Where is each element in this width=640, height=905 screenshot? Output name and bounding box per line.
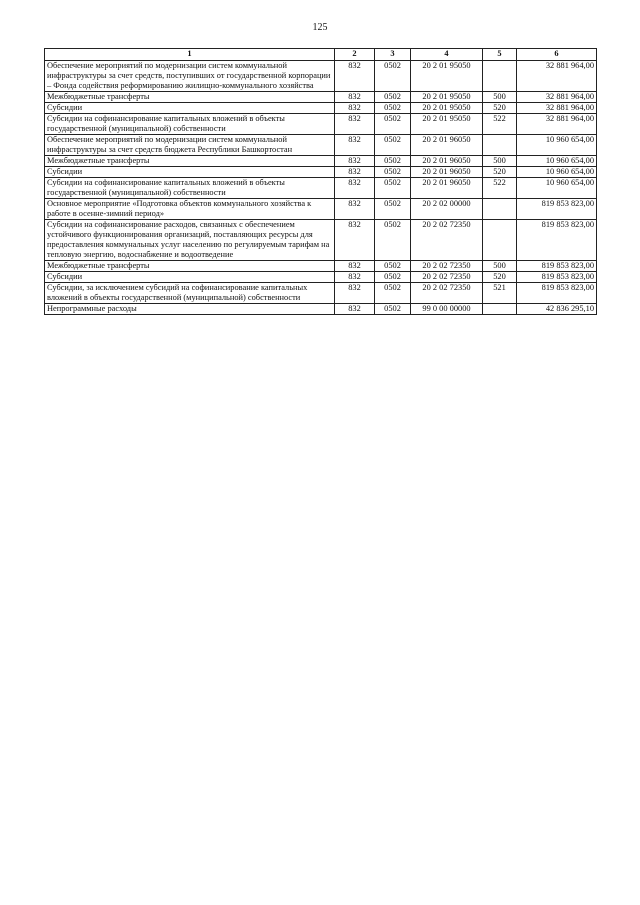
row-expense-type: 522 — [483, 114, 517, 135]
table-row — [45, 61, 597, 92]
row-section-code: 0502 — [375, 114, 411, 135]
row-target-code: 20 2 01 96050 — [411, 178, 483, 199]
table-row — [45, 283, 597, 304]
row-amount: 819 853 823,00 — [517, 220, 597, 261]
table-row — [45, 220, 597, 261]
column-header: 6 — [517, 49, 597, 61]
row-admin-code: 832 — [335, 135, 375, 156]
row-target-code: 20 2 01 95050 — [411, 92, 483, 103]
table-row — [45, 103, 597, 114]
row-name: Непрограммные расходы — [45, 304, 335, 315]
row-name: Основное мероприятие «Подготовка объектов коммунального хозяйства к работе в осенне-зимний период» — [45, 199, 335, 220]
row-expense-type: 500 — [483, 92, 517, 103]
page-number: 125 — [312, 22, 328, 33]
row-expense-type — [483, 61, 517, 92]
row-amount: 32 881 964,00 — [517, 103, 597, 114]
row-section-code: 0502 — [375, 167, 411, 178]
row-name: Обеспечение мероприятий по модернизации систем коммунальной инфраструктуры за счет средств, поступивших от государственной корпорации – Фонда содействия реформированию жилищно-коммунального хозяйства — [45, 61, 335, 92]
row-expense-type — [483, 199, 517, 220]
column-header: 3 — [375, 49, 411, 61]
row-expense-type: 520 — [483, 167, 517, 178]
row-target-code: 20 2 02 72350 — [411, 220, 483, 261]
row-section-code: 0502 — [375, 304, 411, 315]
row-target-code: 20 2 01 96050 — [411, 167, 483, 178]
row-admin-code: 832 — [335, 167, 375, 178]
row-name: Межбюджетные трансферты — [45, 92, 335, 103]
row-name: Субсидии — [45, 103, 335, 114]
row-section-code: 0502 — [375, 92, 411, 103]
row-target-code: 20 2 01 96050 — [411, 156, 483, 167]
row-section-code: 0502 — [375, 261, 411, 272]
row-target-code: 20 2 01 95050 — [411, 61, 483, 92]
row-amount: 819 853 823,00 — [517, 261, 597, 272]
table-row — [45, 272, 597, 283]
table-row — [45, 114, 597, 135]
row-admin-code: 832 — [335, 199, 375, 220]
row-admin-code: 832 — [335, 272, 375, 283]
row-section-code: 0502 — [375, 220, 411, 261]
column-header: 4 — [411, 49, 483, 61]
row-section-code: 0502 — [375, 199, 411, 220]
row-expense-type: 522 — [483, 178, 517, 199]
table-header-row — [45, 49, 597, 61]
row-admin-code: 832 — [335, 61, 375, 92]
column-header: 5 — [483, 49, 517, 61]
row-amount: 819 853 823,00 — [517, 272, 597, 283]
row-target-code: 20 2 01 95050 — [411, 103, 483, 114]
table-row — [45, 135, 597, 156]
row-amount: 819 853 823,00 — [517, 283, 597, 304]
column-header: 1 — [45, 49, 335, 61]
row-amount: 819 853 823,00 — [517, 199, 597, 220]
row-expense-type: 500 — [483, 156, 517, 167]
row-target-code: 20 2 02 00000 — [411, 199, 483, 220]
row-amount: 10 960 654,00 — [517, 178, 597, 199]
row-admin-code: 832 — [335, 220, 375, 261]
row-amount: 10 960 654,00 — [517, 167, 597, 178]
row-amount: 10 960 654,00 — [517, 135, 597, 156]
row-target-code: 20 2 02 72350 — [411, 272, 483, 283]
row-section-code: 0502 — [375, 178, 411, 199]
row-section-code: 0502 — [375, 103, 411, 114]
row-amount: 42 836 295,10 — [517, 304, 597, 315]
row-admin-code: 832 — [335, 178, 375, 199]
row-expense-type — [483, 304, 517, 315]
row-admin-code: 832 — [335, 92, 375, 103]
row-expense-type: 520 — [483, 272, 517, 283]
table-row — [45, 178, 597, 199]
row-name: Субсидии на софинансирование капитальных вложений в объекты государственной (муниципальной) собственности — [45, 114, 335, 135]
table-row — [45, 156, 597, 167]
row-expense-type: 500 — [483, 261, 517, 272]
row-target-code: 20 2 02 72350 — [411, 283, 483, 304]
row-expense-type: 521 — [483, 283, 517, 304]
row-name: Субсидии на софинансирование расходов, связанных с обеспечением устойчивого функционирования организаций, поставляющих ресурсы для предоставления коммунальных услуг населению по регулируемым тарифам на тепловую энергию, водоснабжение и водоотведение — [45, 220, 335, 261]
row-name: Межбюджетные трансферты — [45, 156, 335, 167]
row-admin-code: 832 — [335, 156, 375, 167]
row-amount: 32 881 964,00 — [517, 92, 597, 103]
table-row — [45, 92, 597, 103]
row-name: Обеспечение мероприятий по модернизации систем коммунальной инфраструктуры за счет средств бюджета Республики Башкортостан — [45, 135, 335, 156]
row-expense-type — [483, 220, 517, 261]
row-target-code: 20 2 01 96050 — [411, 135, 483, 156]
row-admin-code: 832 — [335, 114, 375, 135]
row-name: Субсидии — [45, 272, 335, 283]
row-section-code: 0502 — [375, 61, 411, 92]
row-amount: 32 881 964,00 — [517, 61, 597, 92]
row-section-code: 0502 — [375, 135, 411, 156]
row-amount: 32 881 964,00 — [517, 114, 597, 135]
row-name: Субсидии на софинансирование капитальных вложений в объекты государственной (муниципальной) собственности — [45, 178, 335, 199]
row-section-code: 0502 — [375, 283, 411, 304]
row-section-code: 0502 — [375, 272, 411, 283]
row-section-code: 0502 — [375, 156, 411, 167]
row-name: Субсидии, за исключением субсидий на софинансирование капитальных вложений в объекты государственной (муниципальной) собственности — [45, 283, 335, 304]
budget-table — [44, 48, 597, 315]
row-expense-type: 520 — [483, 103, 517, 114]
row-target-code: 99 0 00 00000 — [411, 304, 483, 315]
column-header: 2 — [335, 49, 375, 61]
row-admin-code: 832 — [335, 283, 375, 304]
row-admin-code: 832 — [335, 103, 375, 114]
table-row — [45, 261, 597, 272]
row-admin-code: 832 — [335, 304, 375, 315]
table-row — [45, 199, 597, 220]
row-amount: 10 960 654,00 — [517, 156, 597, 167]
row-target-code: 20 2 02 72350 — [411, 261, 483, 272]
row-target-code: 20 2 01 95050 — [411, 114, 483, 135]
table-row — [45, 167, 597, 178]
table-row — [45, 304, 597, 315]
row-name: Межбюджетные трансферты — [45, 261, 335, 272]
row-expense-type — [483, 135, 517, 156]
row-admin-code: 832 — [335, 261, 375, 272]
row-name: Субсидии — [45, 167, 335, 178]
